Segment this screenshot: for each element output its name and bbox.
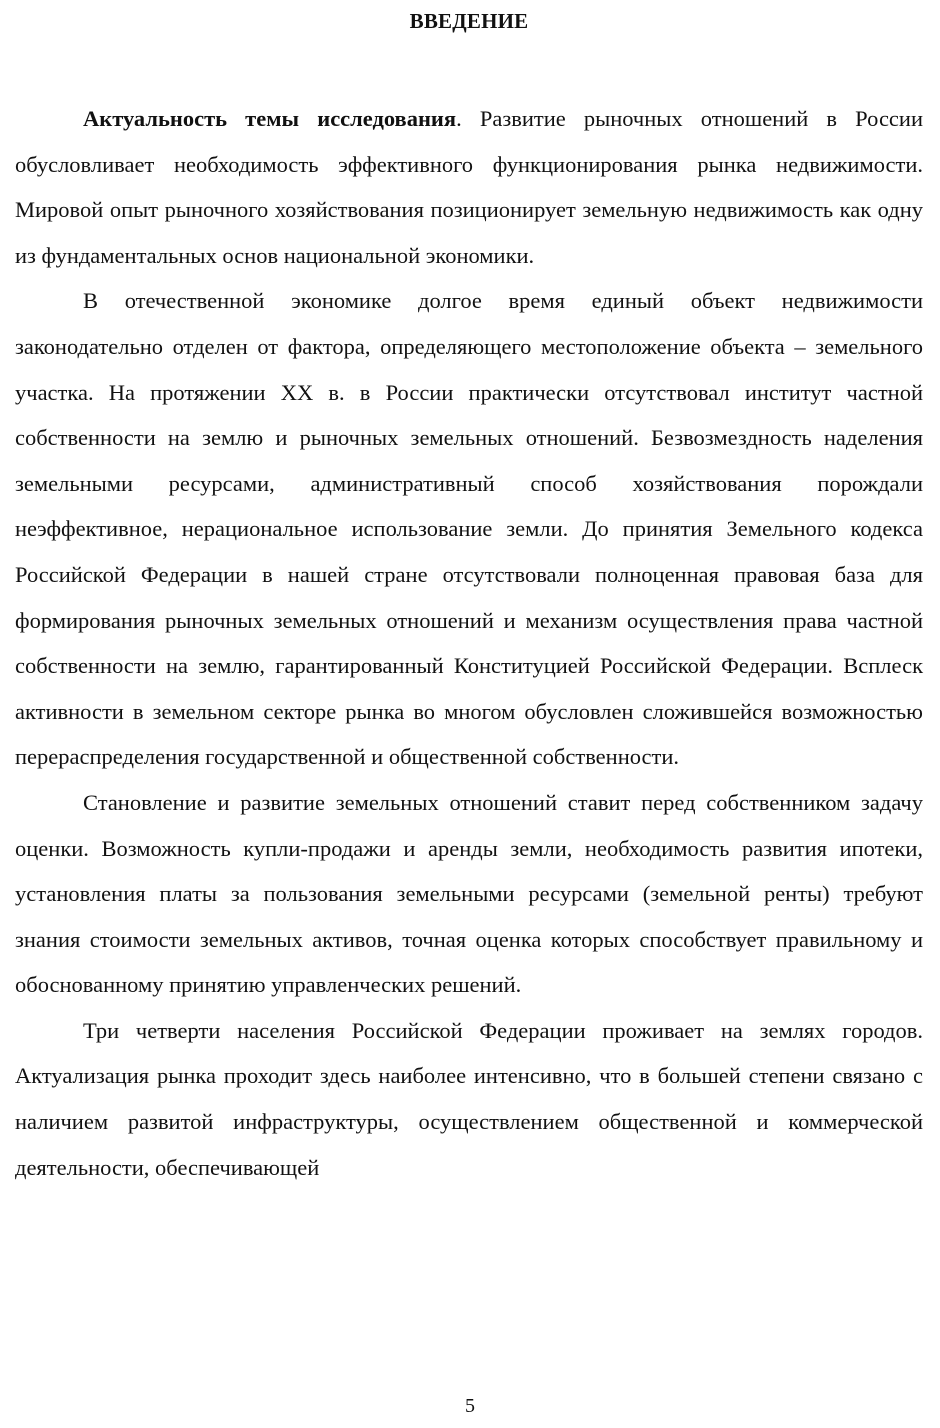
paragraph-text: . Развитие рыночных отношений в России обусловливает необходимость эффективного функционирования рынка недвижимости. Мировой опыт рыночного хозяйствования позиционирует земельную недвижимость как одну из фундаментальных основ национальной экономики. xyxy=(15,106,924,268)
paragraph-urban-land: Три четверти населения Российской Федерации проживает на землях городов. Актуализация рынка проходит здесь наиболее интенсивно, что в большей степени связано с наличием развитой инфраструктуры, осуществлением общественной и коммерческой деятельности, обеспечивающей xyxy=(15,1017,923,1180)
paragraph-valuation: Становление и развитие земельных отношений ставит перед собственником задачу оценки. Возможность купли-продажи и аренды земли, необходимость развития ипотеки, установления платы за пользования земельными ресурсами (земельной ренты) требуют знания стоимости земельных активов, точная оценка которых способствует правильному и обоснованному принятию управленческих решений. xyxy=(15,789,923,998)
paragraph-relevance xyxy=(15,96,923,278)
paragraph-lead: Актуальность темы исследования xyxy=(83,106,457,131)
section-heading: ВВЕДЕНИЕ xyxy=(409,9,529,33)
page-number: 5 xyxy=(465,1395,475,1417)
document-page xyxy=(15,6,923,1190)
paragraph-history: В отечественной экономике долгое время единый объект недвижимости законодательно отделен от фактора, определяющего местоположение объекта – земельного участка. На протяжении XX в. в России практически отсутствовал институт частной собственности на землю и рыночных земельных отношений. Безвозмездность наделения земельными ресурсами, административный способ хозяйствования порождали неэффективное, нерациональное использование земли. До принятия Земельного кодекса Российской Федерации в нашей стране отсутствовали полноценная правовая база для формирования рыночных земельных отношений и механизм осуществления права частной собственности на землю, гарантированный Конституцией Российской Федерации. Всплеск активности в земельном секторе рынка во многом обусловлен сложившейся возможностью перераспределения государственной и общественной собственности. xyxy=(15,288,923,770)
